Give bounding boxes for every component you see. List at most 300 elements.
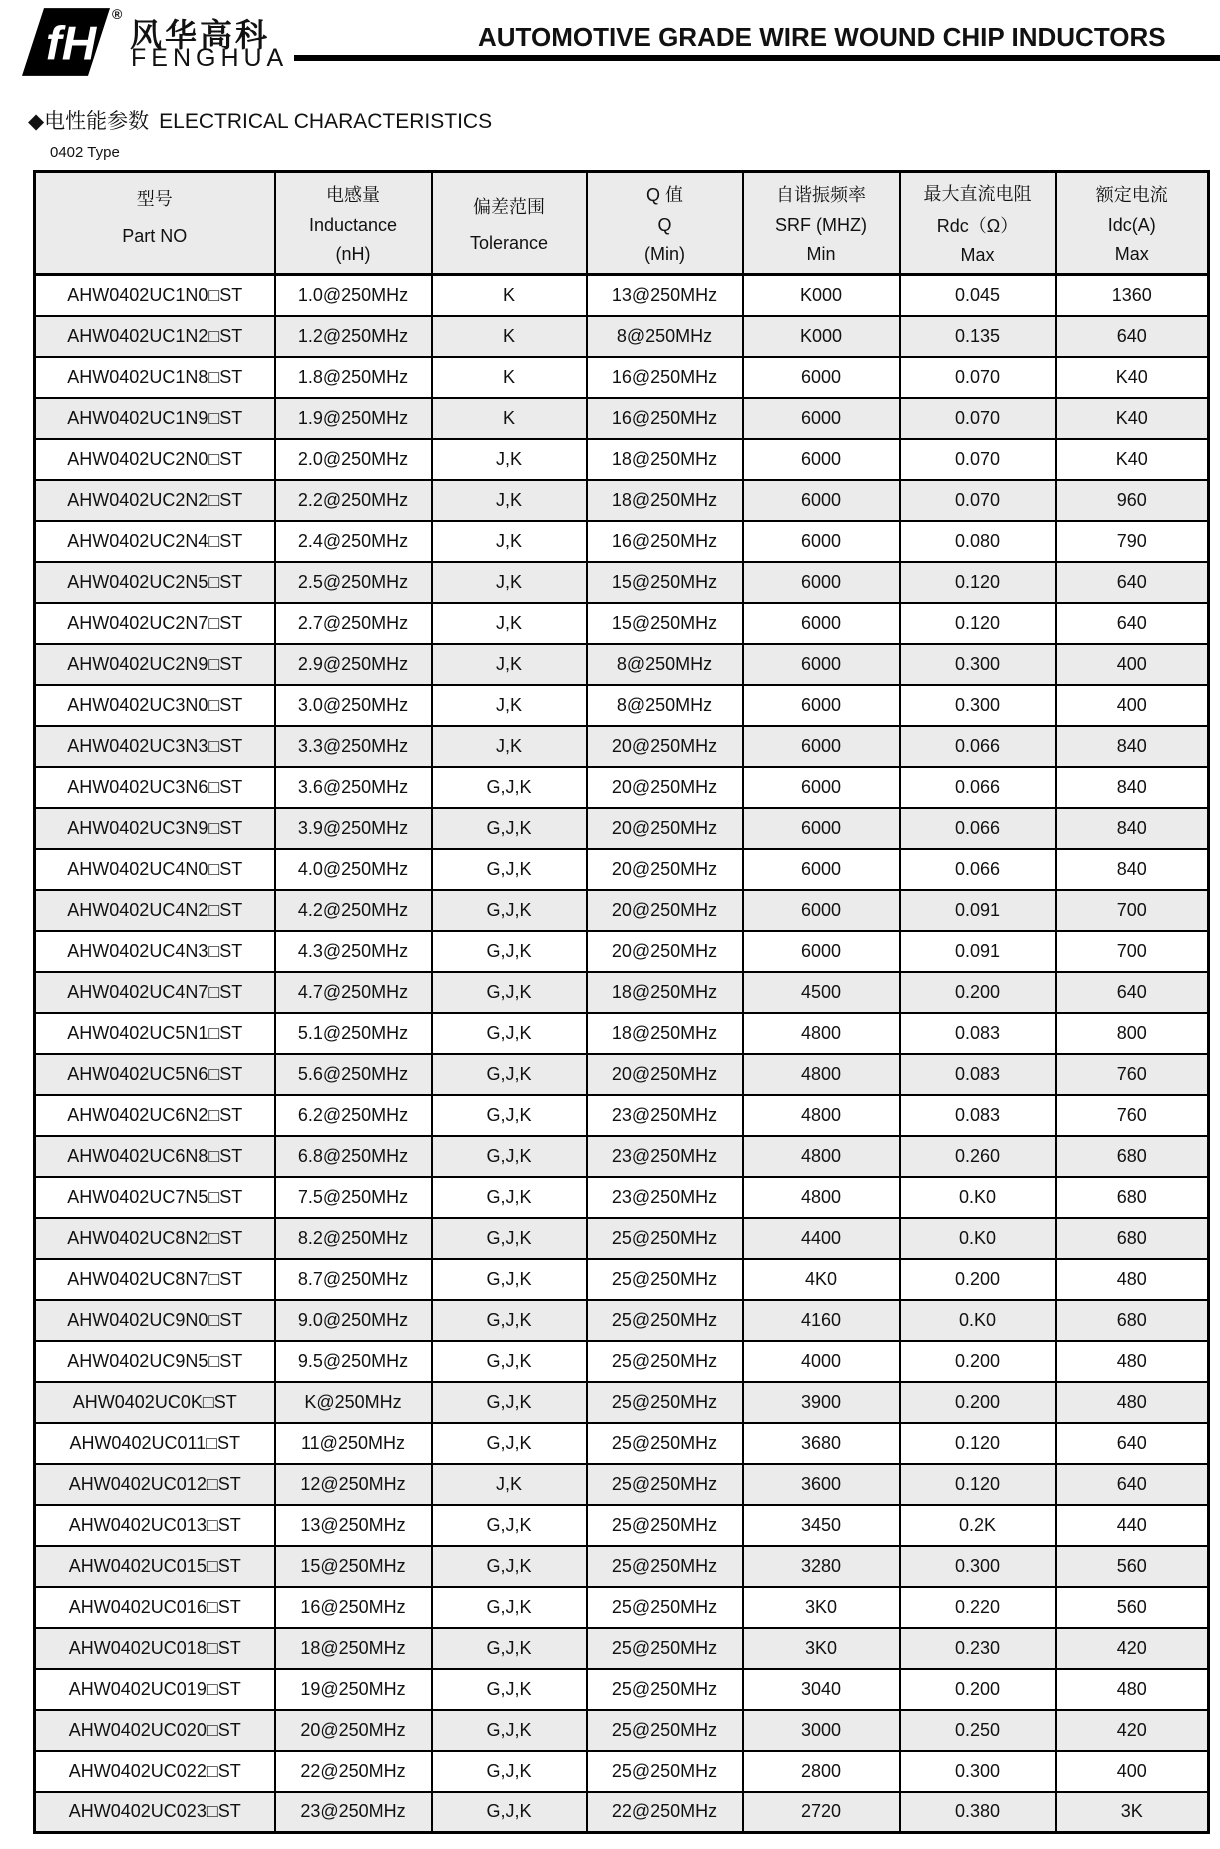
table-cell: AHW0402UC018□ST <box>35 1628 275 1669</box>
table-cell: 0.135 <box>900 316 1056 357</box>
table-cell: 18@250MHz <box>587 439 743 480</box>
table-cell: 2.7@250MHz <box>275 603 432 644</box>
table-cell: AHW0402UC015□ST <box>35 1546 275 1587</box>
table-cell: 0.120 <box>900 1423 1056 1464</box>
table-row <box>35 1136 1209 1177</box>
table-cell: J,K <box>432 644 587 685</box>
table-cell: AHW0402UC0K□ST <box>35 1382 275 1423</box>
table-cell: AHW0402UC2N2□ST <box>35 480 275 521</box>
table-cell: 15@250MHz <box>275 1546 432 1587</box>
table-cell: AHW0402UC8N2□ST <box>35 1218 275 1259</box>
table-row <box>35 1423 1209 1464</box>
table-cell: 0.091 <box>900 931 1056 972</box>
table-cell: AHW0402UC5N1□ST <box>35 1013 275 1054</box>
table-cell: 840 <box>1056 767 1209 808</box>
table-cell: 0.045 <box>900 275 1056 316</box>
table-cell: 3.9@250MHz <box>275 808 432 849</box>
table-cell: 680 <box>1056 1218 1209 1259</box>
table-cell: 0.083 <box>900 1054 1056 1095</box>
table-cell: 0.300 <box>900 1751 1056 1792</box>
table-cell: J,K <box>432 726 587 767</box>
table-cell: 6000 <box>743 439 900 480</box>
table-cell: AHW0402UC2N5□ST <box>35 562 275 603</box>
table-cell: 3.6@250MHz <box>275 767 432 808</box>
section-bullet-icon: ◆ <box>28 110 45 133</box>
table-cell: 3000 <box>743 1710 900 1751</box>
table-cell: 23@250MHz <box>587 1095 743 1136</box>
table-cell: 3K0 <box>743 1587 900 1628</box>
table-cell: 0.200 <box>900 1382 1056 1423</box>
table-cell: 2.9@250MHz <box>275 644 432 685</box>
table-cell: 3040 <box>743 1669 900 1710</box>
table-cell: G,J,K <box>432 972 587 1013</box>
table-cell: 8.7@250MHz <box>275 1259 432 1300</box>
table-cell: 4K0 <box>743 1259 900 1300</box>
table-cell: J,K <box>432 603 587 644</box>
table-cell: 20@250MHz <box>587 931 743 972</box>
table-cell: 16@250MHz <box>587 357 743 398</box>
table-cell: G,J,K <box>432 1095 587 1136</box>
table-cell: 0.066 <box>900 726 1056 767</box>
table-cell: 3680 <box>743 1423 900 1464</box>
table-row <box>35 1587 1209 1628</box>
table-cell: AHW0402UC4N2□ST <box>35 890 275 931</box>
table-cell: 1.9@250MHz <box>275 398 432 439</box>
table-cell: 480 <box>1056 1341 1209 1382</box>
table-cell: 4000 <box>743 1341 900 1382</box>
table-cell: 0.070 <box>900 357 1056 398</box>
table-cell: 1360 <box>1056 275 1209 316</box>
table-cell: 4800 <box>743 1095 900 1136</box>
table-row <box>35 275 1209 316</box>
table-cell: 25@250MHz <box>587 1546 743 1587</box>
registered-trademark-icon: ® <box>112 6 123 22</box>
table-cell: AHW0402UC3N3□ST <box>35 726 275 767</box>
table-cell: 0.120 <box>900 603 1056 644</box>
table-cell: AHW0402UC9N5□ST <box>35 1341 275 1382</box>
table-cell: AHW0402UC1N9□ST <box>35 398 275 439</box>
table-cell: AHW0402UC1N0□ST <box>35 275 275 316</box>
table-cell: 3K0 <box>743 1628 900 1669</box>
table-cell: 5.1@250MHz <box>275 1013 432 1054</box>
table-cell: 5.6@250MHz <box>275 1054 432 1095</box>
table-cell: 640 <box>1056 1464 1209 1505</box>
table-cell: J,K <box>432 480 587 521</box>
table-cell: 8@250MHz <box>587 685 743 726</box>
table-cell: 18@250MHz <box>275 1628 432 1669</box>
table-cell: 6000 <box>743 480 900 521</box>
table-cell: 9.0@250MHz <box>275 1300 432 1341</box>
table-cell: G,J,K <box>432 1669 587 1710</box>
table-row <box>35 1505 1209 1546</box>
table-cell: 680 <box>1056 1300 1209 1341</box>
table-cell: 3450 <box>743 1505 900 1546</box>
table-cell: AHW0402UC3N6□ST <box>35 767 275 808</box>
table-row <box>35 890 1209 931</box>
table-cell: K40 <box>1056 439 1209 480</box>
table-cell: 0.200 <box>900 1669 1056 1710</box>
table-cell: AHW0402UC013□ST <box>35 1505 275 1546</box>
table-cell: 18@250MHz <box>587 1013 743 1054</box>
table-cell: AHW0402UC016□ST <box>35 1587 275 1628</box>
table-cell: 0.066 <box>900 767 1056 808</box>
table-cell: 25@250MHz <box>587 1423 743 1464</box>
table-cell: 790 <box>1056 521 1209 562</box>
table-cell: AHW0402UC4N3□ST <box>35 931 275 972</box>
table-row <box>35 1259 1209 1300</box>
table-cell: AHW0402UC6N2□ST <box>35 1095 275 1136</box>
table-cell: 3900 <box>743 1382 900 1423</box>
table-cell: G,J,K <box>432 1054 587 1095</box>
table-cell: 400 <box>1056 1751 1209 1792</box>
table-cell: 16@250MHz <box>587 398 743 439</box>
table-cell: G,J,K <box>432 1792 587 1833</box>
table-cell: 20@250MHz <box>587 726 743 767</box>
table-row <box>35 1792 1209 1833</box>
table-cell: 8@250MHz <box>587 316 743 357</box>
table-cell: 0.300 <box>900 1546 1056 1587</box>
table-cell: 25@250MHz <box>587 1382 743 1423</box>
table-cell: AHW0402UC019□ST <box>35 1669 275 1710</box>
col-header-srf: 自谐振频率 SRF (MHZ) Min <box>743 172 900 275</box>
table-row <box>35 1177 1209 1218</box>
table-cell: 20@250MHz <box>587 890 743 931</box>
table-cell: 840 <box>1056 726 1209 767</box>
doc-title: AUTOMOTIVE GRADE WIRE WOUND CHIP INDUCTORS <box>478 22 1166 52</box>
table-cell: 6000 <box>743 890 900 931</box>
table-cell: 1.8@250MHz <box>275 357 432 398</box>
table-row <box>35 480 1209 521</box>
table-cell: 0.300 <box>900 685 1056 726</box>
table-cell: 0.200 <box>900 1259 1056 1300</box>
table-cell: 6000 <box>743 357 900 398</box>
table-row <box>35 1628 1209 1669</box>
table-cell: 6000 <box>743 398 900 439</box>
table-cell: 22@250MHz <box>275 1751 432 1792</box>
table-cell: 2720 <box>743 1792 900 1833</box>
table-cell: AHW0402UC8N7□ST <box>35 1259 275 1300</box>
table-cell: AHW0402UC9N0□ST <box>35 1300 275 1341</box>
table-cell: J,K <box>432 562 587 603</box>
table-row <box>35 562 1209 603</box>
table-cell: K40 <box>1056 398 1209 439</box>
table-cell: G,J,K <box>432 849 587 890</box>
table-cell: AHW0402UC3N9□ST <box>35 808 275 849</box>
table-cell: 25@250MHz <box>587 1669 743 1710</box>
table-cell: K <box>432 398 587 439</box>
col-header-tolerance: 偏差范围 Tolerance <box>432 172 587 275</box>
table-row <box>35 1546 1209 1587</box>
col-header-q: Q 值 Q (Min) <box>587 172 743 275</box>
table-cell: 6000 <box>743 685 900 726</box>
table-cell: AHW0402UC023□ST <box>35 1792 275 1833</box>
table-cell: AHW0402UC7N5□ST <box>35 1177 275 1218</box>
table-row <box>35 1300 1209 1341</box>
table-row <box>35 808 1209 849</box>
table-cell: 0.070 <box>900 439 1056 480</box>
table-cell: J,K <box>432 685 587 726</box>
table-cell: 25@250MHz <box>587 1464 743 1505</box>
table-cell: 0.230 <box>900 1628 1056 1669</box>
table-row <box>35 1013 1209 1054</box>
table-cell: 760 <box>1056 1054 1209 1095</box>
table-cell: 3600 <box>743 1464 900 1505</box>
table-row <box>35 726 1209 767</box>
table-cell: 0.200 <box>900 972 1056 1013</box>
brand-name-cn: 风华高科 <box>130 17 271 53</box>
table-cell: K000 <box>743 316 900 357</box>
table-cell: 23@250MHz <box>587 1177 743 1218</box>
table-cell: 15@250MHz <box>587 562 743 603</box>
table-cell: AHW0402UC5N6□ST <box>35 1054 275 1095</box>
table-cell: AHW0402UC011□ST <box>35 1423 275 1464</box>
table-cell: 640 <box>1056 603 1209 644</box>
table-cell: 6000 <box>743 603 900 644</box>
table-cell: 23@250MHz <box>275 1792 432 1833</box>
table-cell: 0.120 <box>900 562 1056 603</box>
table-cell: 18@250MHz <box>587 480 743 521</box>
table-cell: 20@250MHz <box>275 1710 432 1751</box>
table-cell: 23@250MHz <box>587 1136 743 1177</box>
table-cell: 400 <box>1056 644 1209 685</box>
table-cell: 4800 <box>743 1136 900 1177</box>
table-row <box>35 1218 1209 1259</box>
table-cell: 6000 <box>743 767 900 808</box>
table-cell: 8.2@250MHz <box>275 1218 432 1259</box>
table-cell: 1.0@250MHz <box>275 275 432 316</box>
table-cell: AHW0402UC3N0□ST <box>35 685 275 726</box>
table-cell: 0.080 <box>900 521 1056 562</box>
table-cell: 3K <box>1056 1792 1209 1833</box>
table-cell: AHW0402UC022□ST <box>35 1751 275 1792</box>
table-row <box>35 1382 1209 1423</box>
table-row <box>35 357 1209 398</box>
table-cell: AHW0402UC6N8□ST <box>35 1136 275 1177</box>
table-cell: 19@250MHz <box>275 1669 432 1710</box>
table-row <box>35 685 1209 726</box>
table-row <box>35 1054 1209 1095</box>
table-cell: J,K <box>432 1464 587 1505</box>
table-cell: 13@250MHz <box>275 1505 432 1546</box>
svg-text:fH: fH <box>45 17 97 71</box>
table-cell: 20@250MHz <box>587 808 743 849</box>
fenghua-fh-monogram-icon <box>22 8 110 76</box>
table-cell: G,J,K <box>432 1587 587 1628</box>
table-cell: 560 <box>1056 1546 1209 1587</box>
table-cell: G,J,K <box>432 1300 587 1341</box>
table-cell: AHW0402UC4N0□ST <box>35 849 275 890</box>
table-cell: 640 <box>1056 562 1209 603</box>
table-cell: AHW0402UC2N4□ST <box>35 521 275 562</box>
table-cell: 640 <box>1056 316 1209 357</box>
table-cell: 25@250MHz <box>587 1218 743 1259</box>
header-rule <box>294 55 1220 61</box>
table-cell: 0.220 <box>900 1587 1056 1628</box>
table-cell: 4.3@250MHz <box>275 931 432 972</box>
table-cell: G,J,K <box>432 1136 587 1177</box>
table-cell: 4160 <box>743 1300 900 1341</box>
table-cell: 0.300 <box>900 644 1056 685</box>
col-header-part-no: 型号 Part NO <box>35 172 275 275</box>
table-cell: G,J,K <box>432 890 587 931</box>
table-cell: 0.120 <box>900 1464 1056 1505</box>
table-cell: 4400 <box>743 1218 900 1259</box>
table-cell: 6.2@250MHz <box>275 1095 432 1136</box>
table-cell: 0.083 <box>900 1013 1056 1054</box>
table-cell: AHW0402UC4N7□ST <box>35 972 275 1013</box>
table-cell: G,J,K <box>432 1505 587 1546</box>
table-row <box>35 1751 1209 1792</box>
table-cell: 400 <box>1056 685 1209 726</box>
table-cell: 0.2K <box>900 1505 1056 1546</box>
table-cell: AHW0402UC020□ST <box>35 1710 275 1751</box>
table-cell: 25@250MHz <box>587 1505 743 1546</box>
table-cell: AHW0402UC2N7□ST <box>35 603 275 644</box>
section-heading <box>28 105 492 135</box>
table-cell: G,J,K <box>432 931 587 972</box>
table-cell: 440 <box>1056 1505 1209 1546</box>
table-cell: 12@250MHz <box>275 1464 432 1505</box>
table-cell: 6000 <box>743 808 900 849</box>
table-cell: 16@250MHz <box>275 1587 432 1628</box>
table-cell: 25@250MHz <box>587 1710 743 1751</box>
table-cell: 2.0@250MHz <box>275 439 432 480</box>
col-header-inductance: 电感量 Inductance (nH) <box>275 172 432 275</box>
table-cell: G,J,K <box>432 1259 587 1300</box>
table-cell: K000 <box>743 275 900 316</box>
table-cell: 420 <box>1056 1710 1209 1751</box>
table-cell: 25@250MHz <box>587 1300 743 1341</box>
table-cell: 22@250MHz <box>587 1792 743 1833</box>
brand-name-en: FENGHUA <box>131 44 289 72</box>
table-cell: 4800 <box>743 1177 900 1218</box>
table-cell: 0.250 <box>900 1710 1056 1751</box>
section-heading-cn: 电性能参数 <box>44 110 150 133</box>
table-cell: 3.3@250MHz <box>275 726 432 767</box>
table-cell: 7.5@250MHz <box>275 1177 432 1218</box>
col-header-rdc: 最大直流电阻 Rdc（Ω） Max <box>900 172 1056 275</box>
table-cell: 6000 <box>743 726 900 767</box>
table-cell: 840 <box>1056 849 1209 890</box>
table-cell: 6000 <box>743 849 900 890</box>
table-cell: 0.K0 <box>900 1300 1056 1341</box>
table-cell: 0.091 <box>900 890 1056 931</box>
table-cell: 4800 <box>743 1054 900 1095</box>
table-cell: G,J,K <box>432 1177 587 1218</box>
table-cell: 0.K0 <box>900 1177 1056 1218</box>
table-cell: 25@250MHz <box>587 1751 743 1792</box>
table-cell: G,J,K <box>432 1382 587 1423</box>
table-cell: 11@250MHz <box>275 1423 432 1464</box>
table-cell: K <box>432 357 587 398</box>
table-cell: K@250MHz <box>275 1382 432 1423</box>
table-cell: G,J,K <box>432 1546 587 1587</box>
table-cell: K40 <box>1056 357 1209 398</box>
table-cell: 700 <box>1056 931 1209 972</box>
table-cell: 18@250MHz <box>587 972 743 1013</box>
table-header-row <box>35 172 1209 275</box>
table-cell: 2.5@250MHz <box>275 562 432 603</box>
table-row <box>35 1710 1209 1751</box>
table-row <box>35 1669 1209 1710</box>
package-type-label: 0402 Type <box>50 144 120 161</box>
table-cell: 2800 <box>743 1751 900 1792</box>
table-row <box>35 767 1209 808</box>
table-cell: 6000 <box>743 931 900 972</box>
table-row <box>35 1464 1209 1505</box>
table-cell: 25@250MHz <box>587 1259 743 1300</box>
table-cell: 9.5@250MHz <box>275 1341 432 1382</box>
table-cell: G,J,K <box>432 1341 587 1382</box>
table-cell: 800 <box>1056 1013 1209 1054</box>
table-row <box>35 849 1209 890</box>
table-cell: K <box>432 316 587 357</box>
table-row <box>35 316 1209 357</box>
table-cell: 700 <box>1056 890 1209 931</box>
table-cell: G,J,K <box>432 1710 587 1751</box>
table-cell: AHW0402UC2N9□ST <box>35 644 275 685</box>
table-row <box>35 931 1209 972</box>
table-cell: 0.K0 <box>900 1218 1056 1259</box>
table-cell: G,J,K <box>432 1013 587 1054</box>
table-cell: 640 <box>1056 972 1209 1013</box>
table-cell: 1.2@250MHz <box>275 316 432 357</box>
table-cell: 6000 <box>743 562 900 603</box>
table-cell: 680 <box>1056 1136 1209 1177</box>
table-row <box>35 1095 1209 1136</box>
table-cell: 0.200 <box>900 1341 1056 1382</box>
table-cell: J,K <box>432 439 587 480</box>
table-cell: AHW0402UC012□ST <box>35 1464 275 1505</box>
col-header-idc: 额定电流 Idc(A) Max <box>1056 172 1209 275</box>
table-row <box>35 439 1209 480</box>
table-cell: 0.070 <box>900 398 1056 439</box>
table-cell: 480 <box>1056 1669 1209 1710</box>
table-row <box>35 644 1209 685</box>
table-cell: 20@250MHz <box>587 767 743 808</box>
table-cell: 25@250MHz <box>587 1341 743 1382</box>
table-cell: 4.2@250MHz <box>275 890 432 931</box>
table-cell: G,J,K <box>432 1423 587 1464</box>
table-cell: 6000 <box>743 521 900 562</box>
table-cell: 16@250MHz <box>587 521 743 562</box>
table-cell: 2.4@250MHz <box>275 521 432 562</box>
table-cell: 2.2@250MHz <box>275 480 432 521</box>
table-cell: 25@250MHz <box>587 1628 743 1669</box>
table-cell: 480 <box>1056 1259 1209 1300</box>
table-cell: 25@250MHz <box>587 1587 743 1628</box>
table-cell: 20@250MHz <box>587 1054 743 1095</box>
section-heading-en: ELECTRICAL CHARACTERISTICS <box>159 110 493 133</box>
table-cell: 840 <box>1056 808 1209 849</box>
table-cell: 0.066 <box>900 849 1056 890</box>
table-cell: 20@250MHz <box>587 849 743 890</box>
table-cell: 4.7@250MHz <box>275 972 432 1013</box>
table-cell: 760 <box>1056 1095 1209 1136</box>
electrical-characteristics-table <box>33 170 1210 1834</box>
table-cell: G,J,K <box>432 808 587 849</box>
table-cell: G,J,K <box>432 1218 587 1259</box>
table-cell: 0.260 <box>900 1136 1056 1177</box>
table-cell: 4800 <box>743 1013 900 1054</box>
table-cell: 560 <box>1056 1587 1209 1628</box>
table-cell: 4.0@250MHz <box>275 849 432 890</box>
table-cell: 4500 <box>743 972 900 1013</box>
table-cell: 6.8@250MHz <box>275 1136 432 1177</box>
table-row <box>35 603 1209 644</box>
table-row <box>35 1341 1209 1382</box>
table-cell: G,J,K <box>432 1751 587 1792</box>
